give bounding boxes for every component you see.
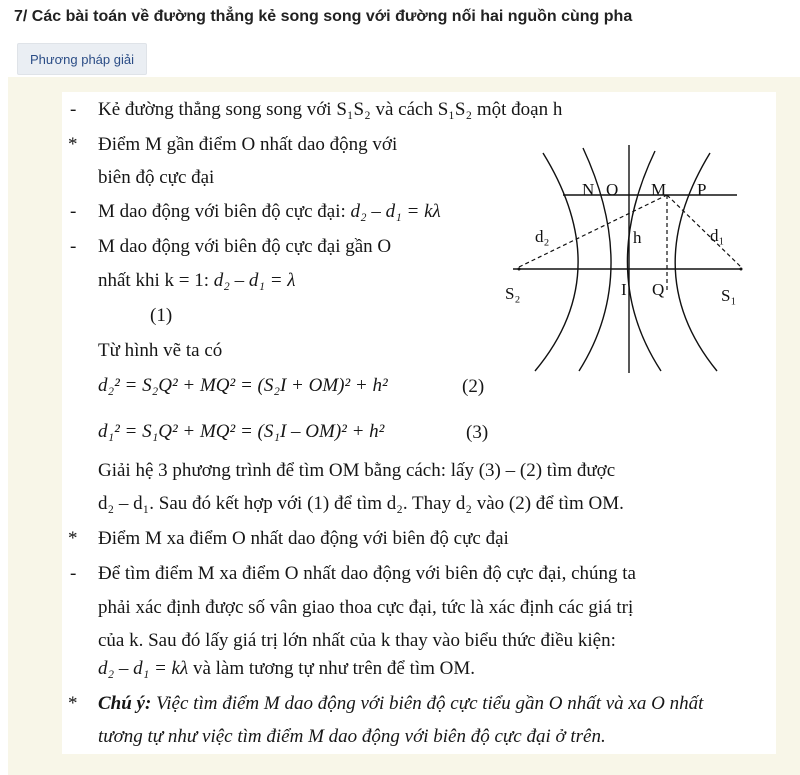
bullet-star: * (68, 693, 78, 714)
interference-diagram (505, 143, 755, 373)
label-p: P (697, 180, 707, 199)
text-line-13: Điểm M xa điểm O nhất dao động với biên độ cực đại (98, 528, 509, 549)
text-line-5: M dao động với biên độ cực đại gần O (98, 236, 392, 257)
formula-d2-d1-klambda: d₂ – d₁ = kλ (350, 201, 441, 222)
note-label: Chú ý: (98, 693, 152, 714)
text-line-2: Điểm M gần điểm O nhất dao động với (98, 134, 398, 155)
note-line-1 (98, 693, 703, 715)
label-h: h (633, 228, 642, 247)
text-line-17-label: và làm tương tự như trên để tìm OM. (188, 658, 476, 679)
equation-3: d₁² = S₁Q² + MQ² = (S₁I – OM)² + h² (98, 421, 385, 442)
label-d2: d₂ (535, 227, 550, 246)
label-n: N (582, 180, 595, 199)
equation-number-2: (2) (462, 376, 485, 397)
note-text-1: Việc tìm điểm M dao động với biên độ cực tiểu gần O nhất và xa O nhất (151, 693, 704, 714)
text-line-8: Từ hình vẽ ta có (98, 340, 223, 361)
label-s2: S₂ (505, 284, 521, 303)
bullet-dash: - (70, 201, 77, 222)
label-s1: S₁ (721, 286, 737, 305)
tab-phuong-phap-giai[interactable]: Phương pháp giải (17, 43, 147, 75)
bullet-star: * (68, 528, 78, 549)
bullet-dash: - (70, 563, 77, 584)
label-d1: d₁ (710, 226, 725, 245)
text-line-4-label: M dao động với biên độ cực đại: (98, 201, 351, 222)
bullet-star: * (68, 134, 78, 155)
point-s2 (518, 268, 521, 271)
point-s1 (740, 268, 743, 271)
text-line-11: Giải hệ 3 phương trình để tìm OM bằng cách: lấy (3) – (2) tìm được (98, 460, 616, 481)
formula-d2-d1-klambda: d₂ – d₁ = kλ (98, 658, 189, 679)
text-line-15: phải xác định được số vân giao thoa cực đại, tức là xác định các giá trị (98, 597, 634, 618)
text-line-17 (98, 658, 475, 680)
equation-number-1: (1) (150, 305, 173, 326)
equation-number-3: (3) (466, 422, 489, 443)
bullet-dash: - (70, 236, 77, 257)
note-line-2: tương tự như việc tìm điểm M dao động với biên độ cực đại ở trên. (98, 726, 606, 747)
label-i: I (621, 280, 627, 299)
text-line-3: biên độ cực đại (98, 167, 215, 188)
bullet-dash: - (70, 99, 77, 120)
equation-2: d₂² = S₂Q² + MQ² = (S₂I + OM)² + h² (98, 375, 388, 396)
text-line-14: Để tìm điểm M xa điểm O nhất dao động với biên độ cực đại, chúng ta (98, 563, 636, 584)
text-line-16: của k. Sau đó lấy giá trị lớn nhất của k thay vào biểu thức điều kiện: (98, 630, 616, 651)
section-heading: 7/ Các bài toán về đường thẳng kẻ song song với đường nối hai nguồn cùng pha (14, 8, 633, 25)
hyperbola-left-outer (535, 153, 578, 371)
text-line-1: Kẻ đường thẳng song song với S₁S₂ và cách S₁S₂ một đoạn h (98, 99, 563, 120)
formula-d2-d1-lambda: d₂ – d₁ = λ (213, 270, 296, 291)
text-line-6-label: nhất khi k = 1: (98, 270, 214, 291)
label-q: Q (652, 280, 665, 299)
text-line-6 (98, 270, 296, 292)
label-o: O (606, 180, 619, 199)
label-m: M (651, 180, 667, 199)
text-line-12: d₂ – d₁. Sau đó kết hợp với (1) để tìm d₂. Thay d₂ vào (2) để tìm OM. (98, 493, 624, 514)
text-line-4 (98, 201, 441, 223)
